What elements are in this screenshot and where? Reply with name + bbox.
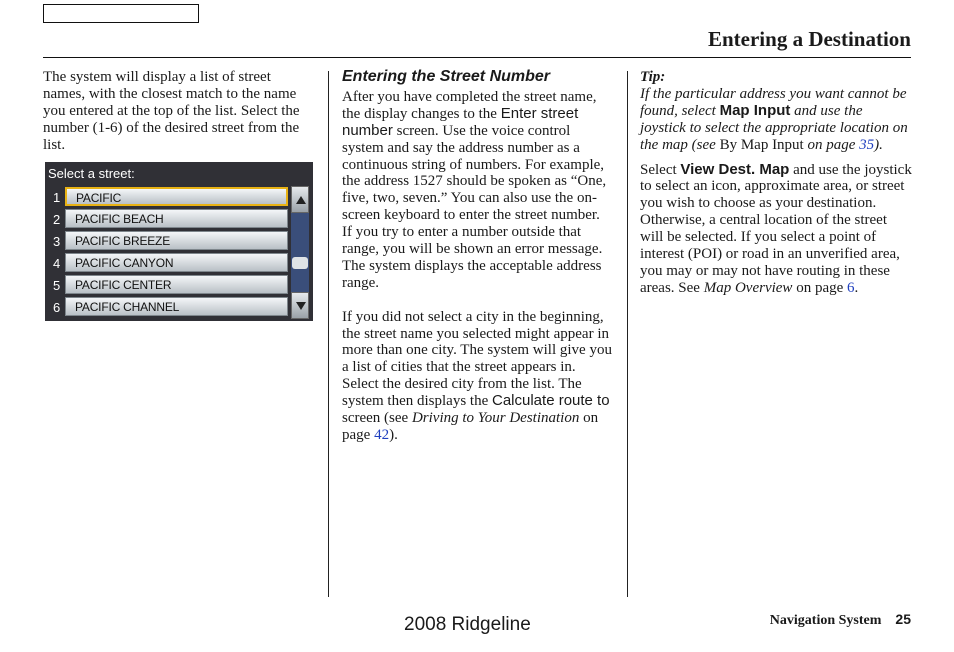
row-number: 5 <box>53 278 61 293</box>
street-button[interactable] <box>65 297 288 316</box>
street-button[interactable] <box>65 187 288 206</box>
row-number: 4 <box>53 256 61 271</box>
footer-model: 2008 Ridgeline <box>404 614 531 635</box>
footer-section <box>770 611 911 629</box>
tip-label: Tip: <box>640 69 666 85</box>
cross-reference: By Map Input <box>719 136 804 153</box>
cross-reference: Driving to Your Destination <box>411 410 580 427</box>
page-number: 25 <box>895 611 911 627</box>
column-divider <box>328 71 329 597</box>
ui-term: Calculate route to <box>492 392 610 410</box>
scroll-up-button[interactable] <box>291 186 309 213</box>
view-dest-paragraph: Select View Dest. Map and use the joystick to select an icon, approximate area, or street you wish to choose as your destination. Otherwise, a central location of the street will be selected. If you select a point of interest (POI) or road in an unverified area, you may or may not have routing in these areas. See Map Overview on page 6. <box>640 160 912 296</box>
column-3 <box>640 69 912 297</box>
street-label: PACIFIC CENTER <box>75 278 172 292</box>
page-link[interactable]: 35 <box>859 136 875 153</box>
ui-term: View Dest. Map <box>680 160 790 178</box>
paragraph-range-error: If you try to enter a number outside that range, you will be shown an error message. The system displays the acceptable address range. <box>342 224 603 291</box>
column-1 <box>43 69 313 154</box>
tip-paragraph: If the particular address you want cannot be found, select Map Input and use the joystick to select the appropriate location on the map (see By Map Input on page 35). <box>640 85 908 153</box>
page-link[interactable]: 42 <box>374 427 390 444</box>
screen-title: Select a street: <box>48 166 135 181</box>
paragraph-street-number: After you have completed the street name, the display changes to the Enter street number screen. Use the voice control system and say the address number as a continuous string of numbers. For example, the address 1527 should be spoken as “One, five, two, seven.” You can also use the on-screen keyboard to enter the street number. <box>342 88 607 224</box>
row-number: 6 <box>53 300 61 315</box>
street-label: PACIFIC CHANNEL <box>75 300 180 314</box>
header-tab-box <box>43 4 199 23</box>
ui-term: Map Input <box>719 101 791 119</box>
street-label: PACIFIC <box>76 191 122 205</box>
page-link[interactable]: 6 <box>847 279 855 296</box>
street-button[interactable] <box>65 231 288 250</box>
street-button[interactable] <box>65 275 288 294</box>
ui-term: Enter street number <box>342 104 579 139</box>
street-label: PACIFIC BREEZE <box>75 234 170 248</box>
row-number: 2 <box>53 212 61 227</box>
street-label: PACIFIC CANYON <box>75 256 174 270</box>
page-title: Entering a Destination <box>707 27 911 51</box>
intro-paragraph: The system will display a list of street names, with the closest match to the name you entered at the top of the list. Select the number (1-6) of the desired street from the list. <box>43 69 300 153</box>
street-list-screen <box>45 162 313 321</box>
scrollbar-thumb[interactable] <box>292 257 308 269</box>
street-button[interactable] <box>65 209 288 228</box>
row-number: 1 <box>53 190 61 205</box>
arrow-down-icon <box>296 302 306 310</box>
column-divider <box>627 71 628 597</box>
cross-reference: Map Overview <box>703 279 793 296</box>
scroll-down-button[interactable] <box>291 292 309 319</box>
arrow-up-icon <box>296 196 306 204</box>
column-2 <box>342 69 614 444</box>
street-button[interactable] <box>65 253 288 272</box>
footer-section-name: Navigation System <box>769 613 882 628</box>
paragraph-city-select: If you did not select a city in the beginning, the street name you selected might appear in more than one city. The system will give you a list of cities that the street appears in. Select the desired city from the list. The system then displays the Calculate route to screen (see Driving to Your Destination on page 42). <box>342 308 612 444</box>
row-number: 3 <box>53 234 61 249</box>
street-label: PACIFIC BEACH <box>75 212 164 226</box>
section-heading: Entering the Street Number <box>342 68 551 85</box>
header-rule <box>43 57 911 58</box>
